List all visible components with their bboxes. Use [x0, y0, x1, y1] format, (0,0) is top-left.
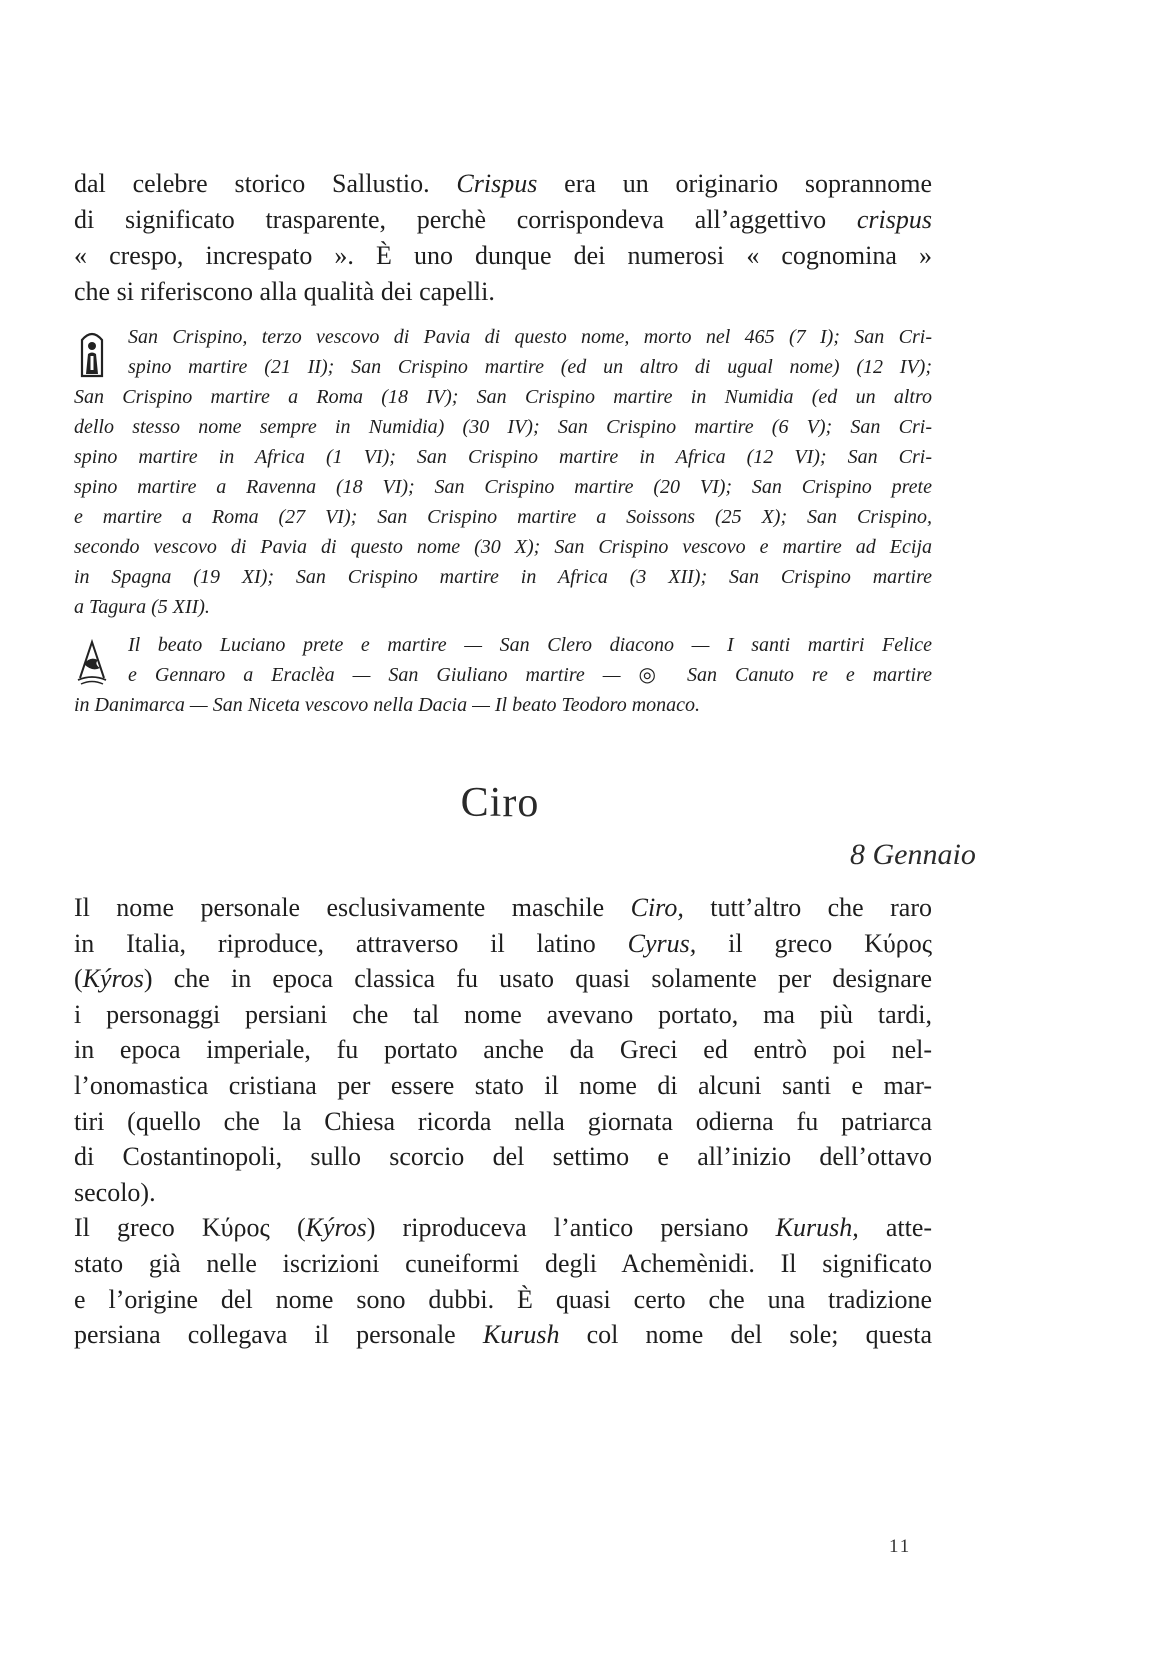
other-saints-list — [74, 630, 932, 720]
text-line: stato già nelle iscrizioni cuneiformi degli Achemènidi. Il significato — [74, 1248, 932, 1278]
text-line: che si riferiscono alla qualità dei capelli. — [74, 277, 495, 306]
saints-line: a Tagura (5 XII). — [74, 596, 210, 618]
saints-line: spino martire a Ravenna (18 VI); San Crispino martire (20 VI); San Crispino prete — [74, 476, 932, 498]
saints-line: e martire a Roma (27 VI); San Crispino martire a Soissons (25 X); San Crispino, — [74, 506, 932, 528]
others-line: Il beato Luciano prete e martire — San Clero diacono — I santi martiri Felice — [128, 634, 932, 656]
text-line: di significato trasparente, perchè corrispondeva all’aggettivo crispus — [74, 205, 932, 234]
text-line: persiana collegava il personale Kurush col nome del sole; questa — [74, 1320, 933, 1350]
body-paragraph — [74, 890, 932, 1353]
saints-line: San Crispino martire a Roma (18 IV); San Crispino martire in Numidia (ed un altro — [74, 386, 932, 408]
text-line: dal celebre storico Sallustio. Crispus era un originario soprannome — [74, 169, 932, 198]
saints-line: in Spagna (19 XI); San Crispino martire in Africa (3 XII); San Crispino martire — [74, 566, 932, 588]
text-line: in epoca imperiale, fu portato anche da Greci ed entrò poi nel- — [74, 1035, 932, 1065]
saints-line: secondo vescovo di Pavia di questo nome (30 X); San Crispino vescovo e martire ad Ecija — [74, 536, 932, 558]
others-line: in Danimarca — San Niceta vescovo nella Dacia — Il beato Teodoro monaco. — [74, 694, 701, 716]
text-line: Il nome personale esclusivamente maschile Ciro, tutt’altro che raro — [74, 893, 932, 922]
saints-list — [74, 322, 932, 622]
section-title: Ciro — [460, 780, 540, 826]
text-line: « crespo, increspato ». È uno dunque dei numerosi « cognomina » — [74, 241, 932, 270]
text-line: secolo). — [74, 1177, 156, 1207]
page-number: 11 — [889, 1536, 912, 1557]
text-line: e l’origine del nome sono dubbi. È quasi certo che una tradizione — [74, 1284, 932, 1314]
saints-line: spino martire (21 II); San Crispino martire (ed un altro di ugual nome) (12 IV); — [128, 356, 932, 378]
others-line: e Gennaro a Eraclèa — San Giuliano martire — ◎ San Canuto re e martire — [128, 664, 932, 686]
text-line: Il greco Κύρος (Kýros) riproduceva l’antico persiano Kurush, atte- — [74, 1213, 933, 1243]
text-line: in Italia, riproduce, attraverso il latino Cyrus, il greco Κύρος — [74, 928, 933, 958]
text-line: l’onomastica cristiana per essere stato il nome di alcuni santi e mar- — [74, 1070, 932, 1100]
text-line: (Kýros) che in epoca classica fu usato quasi solamente per designare — [74, 964, 932, 994]
saints-line: dello stesso nome sempre in Numidia) (30 IV); San Crispino martire (6 V); San Cri- — [74, 416, 932, 438]
saints-line: San Crispino, terzo vescovo di Pavia di questo nome, morto nel 465 (7 I); San Cri- — [128, 326, 932, 348]
text-line: tiri (quello che la Chiesa ricorda nella giornata odierna fu patriarca — [74, 1106, 932, 1136]
saints-line: spino martire in Africa (1 VI); San Crispino martire in Africa (12 VI); San Cri- — [74, 446, 932, 468]
text-line: i personaggi persiani che tal nome avevano portato, ma più tardi, — [74, 999, 932, 1029]
intro-paragraph — [74, 166, 932, 310]
feast-date: 8 Gennaio — [850, 838, 976, 871]
text-line: di Costantinopoli, sullo scorcio del settimo e all’inizio dell’ottavo — [74, 1142, 932, 1172]
